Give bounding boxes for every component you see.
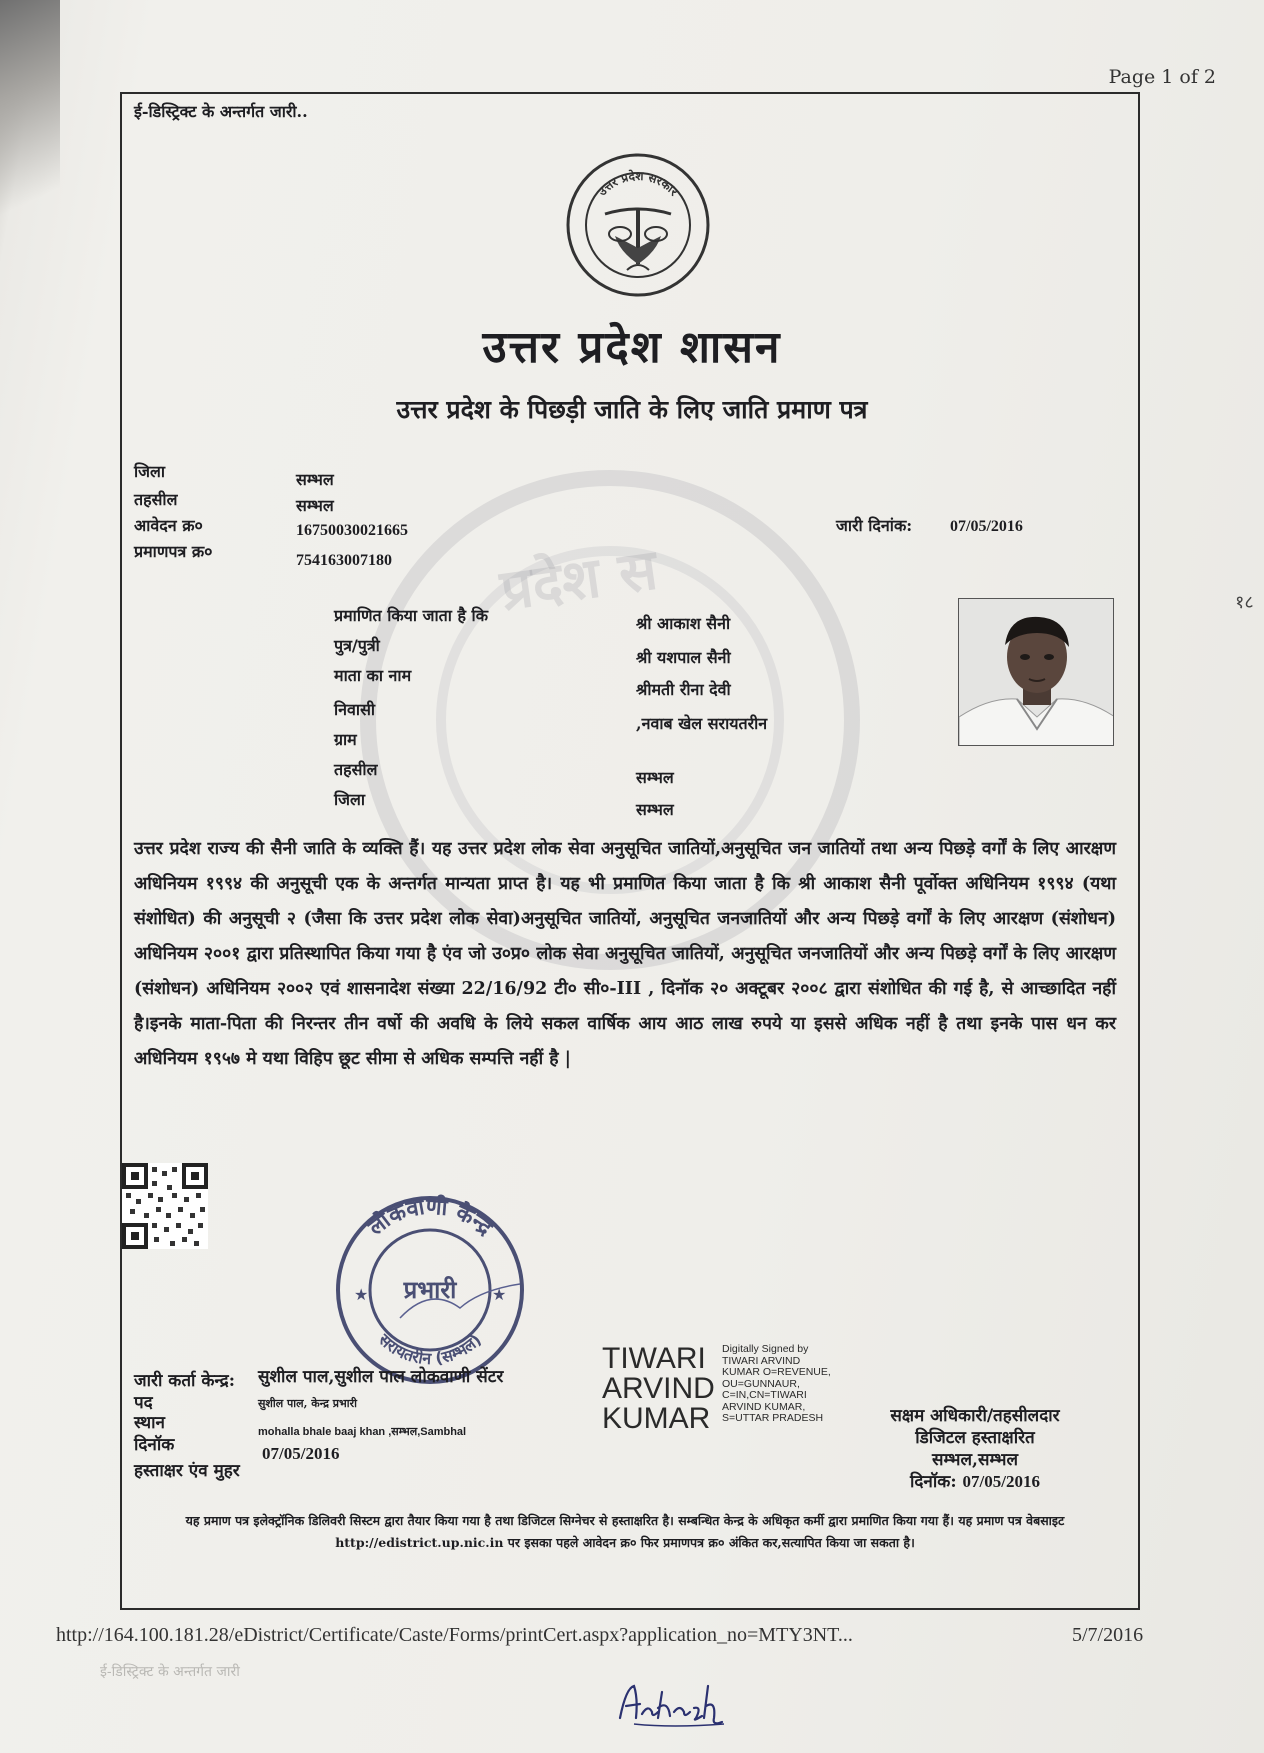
place-label: स्थान [134, 1413, 165, 1433]
application-number: 16750030021665 [296, 522, 408, 539]
issuing-center-value: सुशील पाल,सुशील पाल लोकवाणी सेंटर [258, 1367, 504, 1387]
tehsil-label: तहसील [134, 490, 178, 509]
officer-designation: सक्षम अधिकारी/तहसीलदार [890, 1406, 1060, 1426]
person-tehsil-value: सम्भल [636, 768, 674, 787]
district-label: जिला [134, 462, 166, 481]
village-label: ग्राम [334, 730, 357, 749]
mother-name: श्रीमती रीना देवी [636, 680, 731, 699]
svg-text:प्रभारी: प्रभारी [403, 1276, 457, 1304]
faded-bleed-text: ई-डिस्ट्रिक्ट के अन्तर्गत जारी [100, 1664, 240, 1680]
svg-text:★: ★ [492, 1285, 507, 1304]
svg-text:उत्तर प्रदेश सरकार: उत्तर प्रदेश सरकार [594, 168, 682, 199]
tehsil-value: सम्भल [296, 496, 334, 515]
certificate-title: उत्तर प्रदेश शासन [482, 322, 782, 373]
post-label: पद [134, 1393, 153, 1413]
applicant-photo [958, 598, 1114, 746]
lokvani-kendra-stamp-icon [330, 1190, 530, 1390]
signature-seal-label: हस्ताक्षर एंव मुहर [134, 1461, 240, 1481]
application-number-label: आवेदन क्र० [134, 516, 203, 535]
digital-signature-name: TIWARI ARVIND KUMAR [602, 1342, 715, 1435]
issuing-center-label: जारी कर्ता केन्द्र: [134, 1371, 235, 1391]
district-value: सम्भल [296, 470, 334, 489]
issue-date-label: जारी दिनांक: [836, 516, 913, 535]
post-value: सुशील पाल, केन्द्र प्रभारी [258, 1397, 357, 1410]
officer-digitally-signed: डिजिटल हस्ताक्षरित [915, 1428, 1035, 1448]
svg-text:सरायतरीन (सम्भल): सरायतरीन (सम्भल) [374, 1330, 486, 1369]
digital-signature-details: Digitally Signed by TIWARI ARVIND KUMAR O=REVENUE, OU=GUNNAUR, C=IN,CN=TIWARI ARVIND KUMAR, S=UTTAR PRADESH [722, 1343, 831, 1424]
father-name: श्री यशपाल सैनी [636, 648, 731, 667]
certificate-body-text: उत्तर प्रदेश राज्य की सैनी जाति के व्यक्ति हैं। यह उत्तर प्रदेश लोक सेवा अनुसूचित जातियों,अनुसूचित जन जातियों तथा अन्य पिछड़े वर्गों के लिए आरक्षण अधिनियम १९९४ की अनुसूची एक के अन्तर्गत मान्यता प्राप्त है। यह भी प्रमाणित किया जाता है कि श्री आकाश सैनी पूर्वोक्त अधिनियम १९९४ (यथा संशोधित) की अनुसूची २ (जैसा कि उत्तर प्रदेश लोक सेवा)अनुसूचित जातियों, अनुसूचित जनजातियों और अन्य पिछड़े वर्गों के लिए आरक्षण (संशोधन) अधिनियम २००१ द्वारा प्रतिस्थापित किया गया है एंव जो उ०प्र० लोक सेवा अनुसूचित जातियों, अनुसूचित जनजातियों और अन्य पिछड़े वर्गों के लिए आरक्षण (संशोधन) अधिनियम २००२ एवं शासनादेश संख्या 22/16/92 टी० सी०-III , दिनॉक २० अक्टूबर २००८ द्वारा संशोधित की गई है, से आच्छादित नहीं है।इनके माता-पिता की निरन्तर तीन वर्षो की अवधि के लिये सकल वार्षिक आय आठ लाख रुपये या इससे अधिक नहीं है तथा इनके पास धन कर अधिनियम १९५७ मे यथा विहिप छूट सीमा से अधिक सम्पत्ति नहीं है | [134, 839, 1116, 1069]
print-url: http://164.100.181.28/eDistrict/Certificate/Caste/Forms/printCert.aspx?application_no=MTY3NT... [56, 1624, 853, 1646]
watermark-text: प्रदेश स [496, 536, 662, 624]
certificate-number: 754163007180 [296, 552, 392, 569]
header-note: ई-डिस्ट्रिक्ट के अन्तर्गत जारी.. [134, 102, 308, 121]
officer-location: सम्भल,सम्भल [931, 1450, 1019, 1470]
resident-value: ,नवाब खेल सरायतरीन [636, 714, 768, 733]
applicant-name: श्री आकाश सैनी [636, 614, 731, 633]
print-date: 5/7/2016 [1072, 1624, 1144, 1646]
person-tehsil-label: तहसील [334, 760, 378, 779]
svg-text:लोकवाणी केन्द्र: लोकवाणी केन्द्र [363, 1194, 497, 1241]
page-edge-shadow [0, 0, 60, 260]
up-government-emblem-icon [565, 152, 711, 298]
resident-label: निवासी [334, 700, 376, 719]
person-district-value: सम्भल [636, 800, 674, 819]
certificate-number-label: प्रमाणपत्र क्र० [134, 542, 213, 561]
certificate-subtitle: उत्तर प्रदेश के पिछड़ी जाति के लिए जाति प्रमाण पत्र [396, 395, 868, 424]
mother-label: माता का नाम [334, 666, 412, 685]
officer-block [855, 1405, 1095, 1493]
handwritten-signature [612, 1678, 732, 1730]
qr-code-icon [122, 1163, 208, 1249]
svg-text:★: ★ [354, 1285, 369, 1304]
person-district-label: जिला [334, 790, 366, 809]
person-photo-icon [959, 599, 1114, 746]
page-number: Page 1 of 2 [1108, 66, 1216, 88]
issue-date: 07/05/2016 [950, 518, 1023, 535]
issue-date-label-bottom: दिनॉक [134, 1435, 175, 1455]
certified-label: प्रमाणित किया जाता है कि [334, 606, 488, 625]
issuer-date: 07/05/2016 [262, 1444, 340, 1463]
footer-note: यह प्रमाण पत्र इलेक्ट्रॉनिक डिलिवरी सिस्टम द्वारा तैयार किया गया है तथा डिजिटल सिग्नेचर से हस्ताक्षरित है। सम्बन्धित केन्द्र के अधिकृत कर्मी द्वारा प्रमाणित किया गया हैं। यह प्रमाण पत्र वेबसाइट http://edistrict.up.nic.in पर इसका पहले आवेदन क्र० फिर प्रमाणपत्र क्र० अंकित कर,सत्यापित किया जा सकता है। [185, 1513, 1065, 1550]
son-of-label: पुत्र/पुत्री [334, 636, 380, 655]
margin-mark: १८ [1235, 592, 1254, 613]
officer-date: दिनॉक: 07/05/2016 [910, 1472, 1040, 1492]
place-value: mohalla bhale baaj khan ,सम्भल,Sambhal [258, 1426, 467, 1438]
